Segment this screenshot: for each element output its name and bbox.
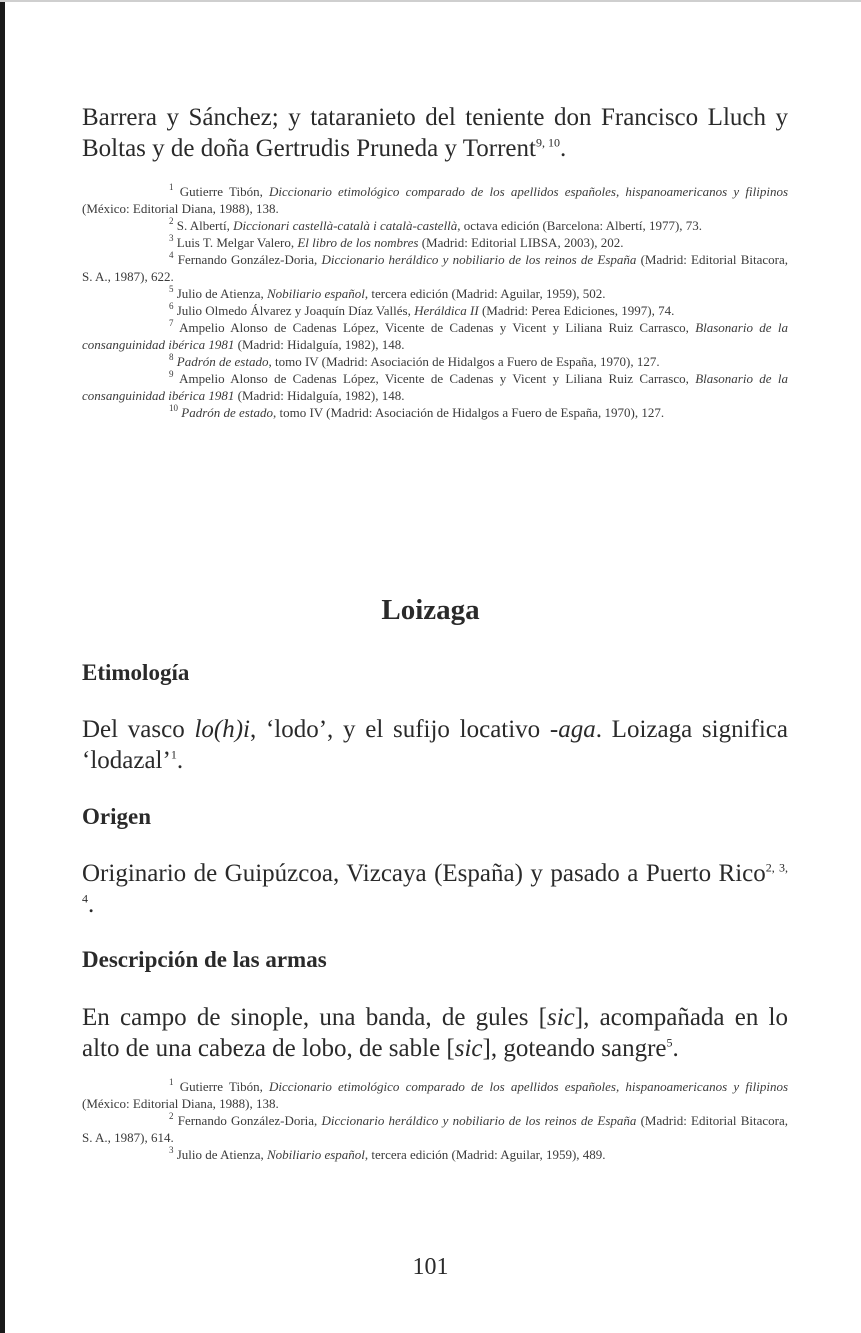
- heading-etimologia: Etimología: [82, 660, 190, 685]
- footnote-number: 2: [169, 215, 174, 226]
- footnote: $^5$ Julio de Atienza, Nobiliario español, tercera edición (Madrid: Aguilar, 1959), 502.: [169, 283, 606, 301]
- footnote-number: 1: [169, 181, 174, 192]
- footnote-number: 7: [169, 317, 174, 328]
- page-number: 101: [412, 1254, 449, 1280]
- armas-paragraph: En campo de sinople, una banda, de gules [sic], acompañada en lo alto de una cabeza de lobo, de sable [sic], goteando sangre$^5$.: [82, 1004, 788, 1062]
- footnote-ref: 9, 10: [535, 135, 560, 150]
- footnote-number: 6: [169, 300, 174, 311]
- footnote: $^1$ Gutierre Tibón, Diccionario etimológico comparado de los apellidos españoles, hispanoamericanos y filipinos (México: Editorial Diana, 1988), 138.: [82, 1076, 789, 1111]
- footnote: $^1$ Gutierre Tibón, Diccionario etimológico comparado de los apellidos españoles, hispanoamericanos y filipinos (México: Editorial Diana, 1988), 138.: [82, 181, 789, 216]
- footnote: $^8$ Padrón de estado, tomo IV (Madrid: Asociación de Hidalgos a Fuero de España, 1970), 127.: [169, 351, 660, 369]
- footnote-number: 10: [169, 402, 178, 413]
- footnote-number: 1: [169, 1076, 174, 1087]
- footnote: $^2$ Fernando González-Doria, Diccionario heráldico y nobiliario de los reinos de España (Madrid: Editorial Bitacora, S. A., 1987), 614.: [82, 1110, 789, 1145]
- footnote-number: 3: [169, 1144, 174, 1155]
- footnote-ref: 2, 3, 4: [82, 860, 788, 906]
- etimologia-paragraph: Del vasco lo(h)i, ‘lodo’, y el sufijo locativo -aga. Loizaga significa ‘lodazal’$^1$.: [82, 716, 788, 774]
- footnote-number: 5: [169, 283, 174, 294]
- footnote: $^9$ Ampelio Alonso de Cadenas López, Vicente de Cadenas y Vicent y Liliana Ruiz Carrasco, Blasonario de la consanguinidad ibérica 1981 (Madrid: Hidalguía, 1982), 148.: [82, 368, 788, 403]
- footnote: $^{10}$ Padrón de estado, tomo IV (Madrid: Asociación de Hidalgos a Fuero de España, 1970), 127.: [169, 402, 665, 420]
- footnote-ref: 5: [666, 1035, 673, 1050]
- footnote: $^3$ Luis T. Melgar Valero, El libro de los nombres (Madrid: Editorial LIBSA, 2003), 202.: [169, 232, 624, 250]
- footnote-number: 4: [169, 249, 174, 260]
- page-edge-shadow: [0, 0, 5, 1333]
- footnote-number: 9: [169, 368, 174, 379]
- continuation-paragraph: Barrera y Sánchez; y tataranieto del teniente don Francisco Lluch y Boltas y de doña Gertrudis Pruneda y Torrent$^{9, 10}$.: [82, 104, 788, 162]
- footnotes-bottom: [82, 1078, 788, 1163]
- heading-origen: Origen: [82, 804, 151, 829]
- page-top-edge: [0, 0, 861, 2]
- footnote-ref: 1: [170, 747, 177, 762]
- footnote: $^7$ Ampelio Alonso de Cadenas López, Vicente de Cadenas y Vicent y Liliana Ruiz Carrasco, Blasonario de la consanguinidad ibérica 1981 (Madrid: Hidalguía, 1982), 148.: [82, 317, 788, 352]
- footnote: $^4$ Fernando González-Doria, Diccionario heráldico y nobiliario de los reinos de España (Madrid: Editorial Bitacora, S. A., 1987), 622.: [82, 249, 789, 284]
- surname-title: Loizaga: [381, 594, 480, 626]
- heading-descripcion-armas: Descripción de las armas: [82, 947, 327, 972]
- footnotes-top: [82, 183, 788, 421]
- footnote-number: 8: [169, 351, 174, 362]
- footnote: $^3$ Julio de Atienza, Nobiliario español, tercera edición (Madrid: Aguilar, 1959), 489.: [169, 1144, 606, 1162]
- origen-paragraph: Originario de Guipúzcoa, Vizcaya (España) y pasado a Puerto Rico$^{2, 3, 4}$.: [82, 860, 788, 918]
- footnote-number: 2: [169, 1110, 174, 1121]
- footnote: $^6$ Julio Olmedo Álvarez y Joaquín Díaz Vallés, Heráldica II (Madrid: Perea Ediciones, 1997), 74.: [169, 300, 675, 318]
- footnote: $^2$ S. Albertí, Diccionari castellà-català i català-castellà, octava edición (Barcelona: Albertí, 1977), 73.: [169, 215, 703, 233]
- footnote-number: 3: [169, 232, 174, 243]
